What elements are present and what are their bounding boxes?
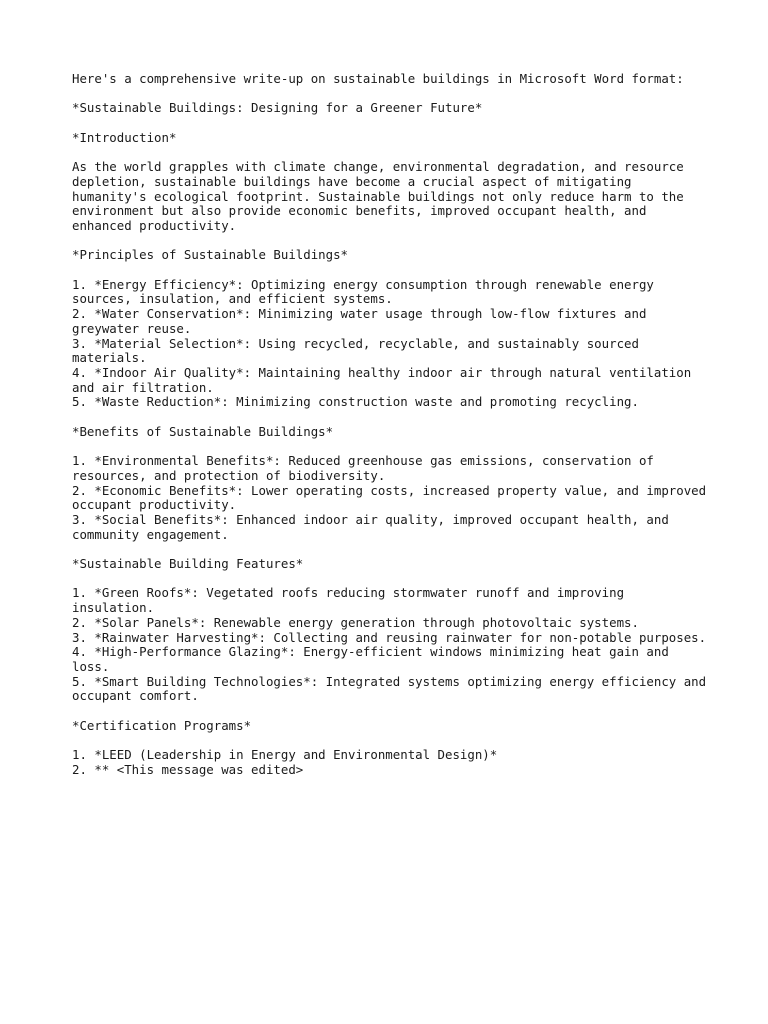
list-item: 2. ** <This message was edited>	[72, 761, 304, 777]
list-item: 2. *Water Conservation*: Minimizing water usage through low-flow fixtures and greywater reuse.	[72, 306, 654, 336]
features-heading: *Sustainable Building Features*	[72, 556, 304, 572]
list-item: 1. *LEED (Leadership in Energy and Environmental Design)*	[72, 747, 498, 763]
introduction-body: As the world grapples with climate change, environmental degradation, and resource depletion, sustainable buildings have become a crucial aspect of mitigating humanity's ecological footprint. Sustainable buildings not only reduce harm to the environment but also provide economic benefits, improved occupant health, and enhanced productivity.	[72, 159, 692, 233]
list-item: 4. *Indoor Air Quality*: Maintaining healthy indoor air through natural ventilation and air filtration.	[72, 364, 699, 395]
list-item: 5. *Waste Reduction*: Minimizing construction waste and promoting recycling.	[72, 394, 639, 410]
list-item: 4. *High-Performance Glazing*: Energy-efficient windows minimizing heat gain and loss.	[72, 644, 677, 674]
certification-heading: *Certification Programs*	[72, 717, 252, 733]
principles-heading: *Principles of Sustainable Buildings*	[72, 247, 349, 263]
list-item: 1. *Green Roofs*: Vegetated roofs reducing stormwater runoff and improving insulation.	[72, 585, 632, 616]
benefits-heading: *Benefits of Sustainable Buildings*	[72, 423, 334, 439]
benefits-list	[72, 454, 712, 542]
features-list	[72, 586, 712, 704]
certification-list	[72, 748, 712, 777]
list-item: 2. *Solar Panels*: Renewable energy generation through photovoltaic systems.	[72, 614, 639, 630]
principles-list	[72, 278, 712, 410]
list-item: 1. *Energy Efficiency*: Optimizing energy consumption through renewable energy sources, insulation, and efficient systems.	[72, 276, 662, 307]
list-item: 1. *Environmental Benefits*: Reduced greenhouse gas emissions, conservation of resources, and protection of biodiversity.	[72, 453, 662, 483]
list-item: 3. *Rainwater Harvesting*: Collecting and reusing rainwater for non-potable purposes.	[72, 629, 707, 645]
document-page	[72, 72, 712, 778]
list-item: 5. *Smart Building Technologies*: Integrated systems optimizing energy efficiency and occupant comfort.	[72, 673, 714, 704]
introduction-heading: *Introduction*	[72, 129, 177, 145]
list-item: 3. *Material Selection*: Using recycled, recyclable, and sustainably sourced materials.	[72, 335, 647, 366]
list-item: 3. *Social Benefits*: Enhanced indoor air quality, improved occupant health, and community engagement.	[72, 511, 677, 542]
list-item: 2. *Economic Benefits*: Lower operating costs, increased property value, and improved occupant productivity.	[72, 482, 714, 513]
document-title: *Sustainable Buildings: Designing for a Greener Future*	[72, 100, 483, 116]
intro-line: Here's a comprehensive write-up on sustainable buildings in Microsoft Word format:	[72, 71, 684, 86]
